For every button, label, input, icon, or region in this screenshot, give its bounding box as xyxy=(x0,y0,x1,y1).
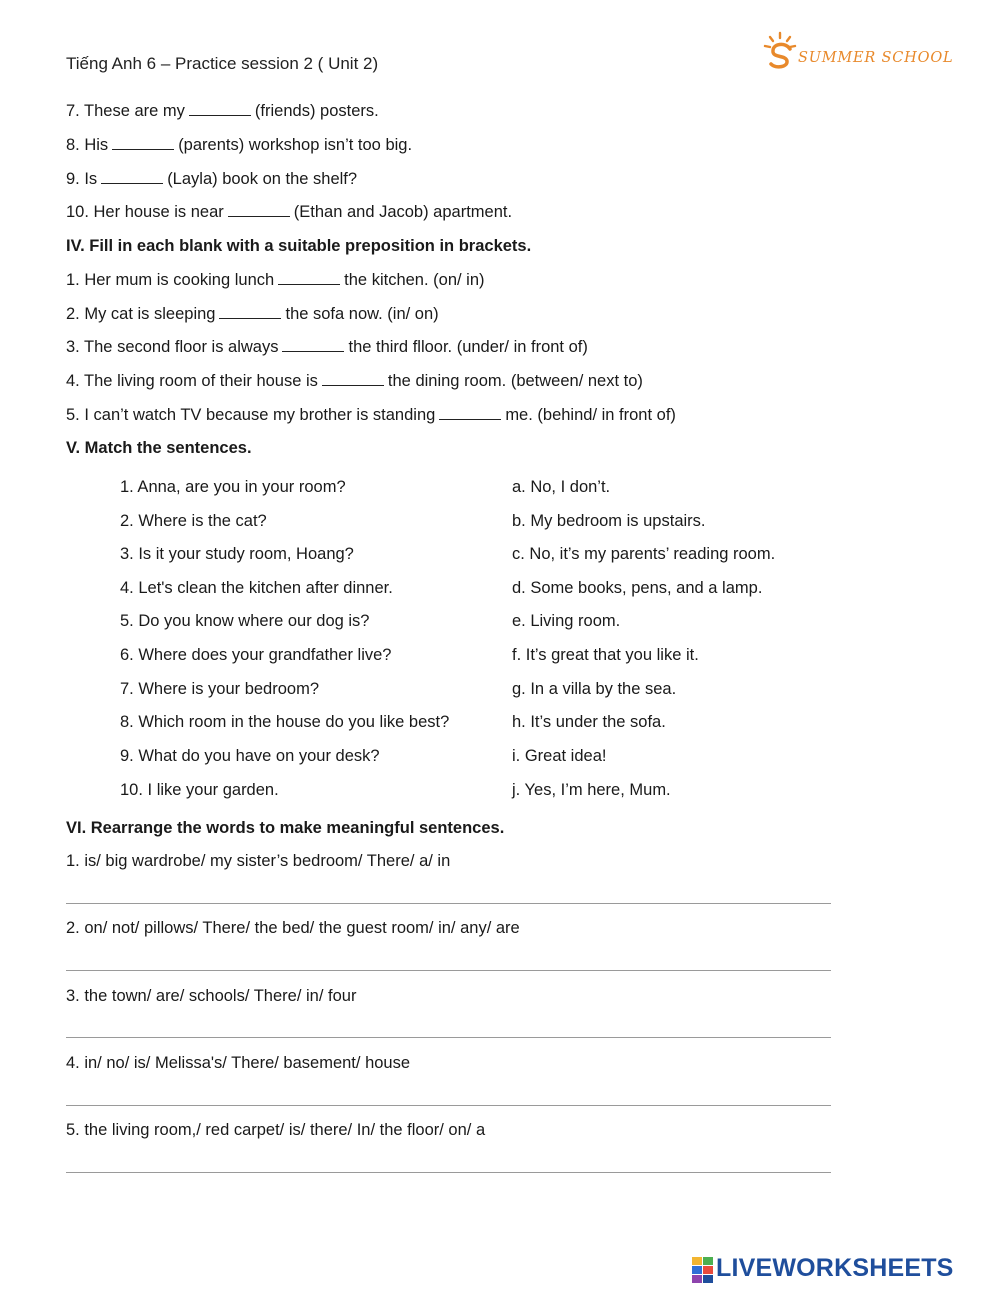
match-question[interactable]: 7. Where is your bedroom? xyxy=(120,680,320,698)
section-heading: V. Match the sentences. xyxy=(66,439,252,457)
exercise-item: 3. The second floor is always the third flloor. (under/ in front of) xyxy=(66,338,588,356)
match-answer[interactable]: c. No, it’s my parents’ reading room. xyxy=(512,545,776,563)
match-answer[interactable]: b. My bedroom is upstairs. xyxy=(512,512,706,530)
match-question[interactable]: 10. I like your garden. xyxy=(120,781,279,799)
exercise-item: 2. My cat is sleeping the sofa now. (in/ on) xyxy=(66,305,439,323)
match-answer[interactable]: e. Living room. xyxy=(512,612,621,630)
answer-blank[interactable] xyxy=(189,114,251,116)
sun-icon xyxy=(762,30,802,70)
rearrange-prompt: 5. the living room,/ red carpet/ is/ there/ In/ the floor/ on/ a xyxy=(66,1121,486,1139)
liveworksheets-brand: LIVEWORKSHEETS xyxy=(716,1254,954,1282)
rearrange-prompt: 3. the town/ are/ schools/ There/ in/ four xyxy=(66,987,357,1005)
section-heading: VI. Rearrange the words to make meaningful sentences. xyxy=(66,819,505,837)
answer-blank[interactable] xyxy=(282,350,344,352)
answer-line[interactable] xyxy=(66,1037,831,1038)
answer-line[interactable] xyxy=(66,970,831,971)
answer-blank[interactable] xyxy=(322,384,384,386)
match-question[interactable]: 6. Where does your grandfather live? xyxy=(120,646,392,664)
rearrange-prompt: 1. is/ big wardrobe/ my sister’s bedroom/ There/ a/ in xyxy=(66,852,451,870)
match-answer[interactable]: j. Yes, I’m here, Mum. xyxy=(512,781,671,799)
exercise-item: 10. Her house is near (Ethan and Jacob) apartment. xyxy=(66,203,513,221)
match-answer[interactable]: a. No, I don’t. xyxy=(512,478,611,496)
answer-blank[interactable] xyxy=(112,148,174,150)
exercise-item: 9. Is (Layla) book on the shelf? xyxy=(66,170,358,188)
logo-text: SUMMER SCHOOL xyxy=(798,50,954,66)
answer-line[interactable] xyxy=(66,903,831,904)
answer-blank[interactable] xyxy=(219,317,281,319)
answer-blank[interactable] xyxy=(228,215,290,217)
exercise-item: 7. These are my (friends) posters. xyxy=(66,102,379,120)
match-answer[interactable]: i. Great idea! xyxy=(512,747,607,765)
match-answer[interactable]: h. It’s under the sofa. xyxy=(512,713,666,731)
exercise-item: 4. The living room of their house is the dining room. (between/ next to) xyxy=(66,372,643,390)
match-question[interactable]: 9. What do you have on your desk? xyxy=(120,747,380,765)
match-question[interactable]: 2. Where is the cat? xyxy=(120,512,267,530)
match-question[interactable]: 4. Let's clean the kitchen after dinner. xyxy=(120,579,393,597)
match-answer[interactable]: f. It’s great that you like it. xyxy=(512,646,699,664)
answer-line[interactable] xyxy=(66,1172,831,1173)
summer-school-logo xyxy=(762,30,954,74)
section-heading: IV. Fill in each blank with a suitable preposition in brackets. xyxy=(66,237,532,255)
page-title: Tiếng Anh 6 – Practice session 2 ( Unit 2) xyxy=(66,54,379,73)
answer-blank[interactable] xyxy=(439,418,501,420)
answer-blank[interactable] xyxy=(101,182,163,184)
answer-line[interactable] xyxy=(66,1105,831,1106)
exercise-item: 1. Her mum is cooking lunch the kitchen. (on/ in) xyxy=(66,271,485,289)
match-question[interactable]: 1. Anna, are you in your room? xyxy=(120,478,346,496)
rearrange-prompt: 2. on/ not/ pillows/ There/ the bed/ the guest room/ in/ any/ are xyxy=(66,919,520,937)
match-answer[interactable]: d. Some books, pens, and a lamp. xyxy=(512,579,763,597)
liveworksheets-icon xyxy=(692,1257,714,1283)
exercise-item: 8. His (parents) workshop isn’t too big. xyxy=(66,136,413,154)
match-question[interactable]: 5. Do you know where our dog is? xyxy=(120,612,370,630)
answer-blank[interactable] xyxy=(278,283,340,285)
match-question[interactable]: 3. Is it your study room, Hoang? xyxy=(120,545,354,563)
exercise-item: 5. I can’t watch TV because my brother is standing me. (behind/ in front of) xyxy=(66,406,676,424)
match-answer[interactable]: g. In a villa by the sea. xyxy=(512,680,677,698)
rearrange-prompt: 4. in/ no/ is/ Melissa's/ There/ basement/ house xyxy=(66,1054,411,1072)
match-question[interactable]: 8. Which room in the house do you like best? xyxy=(120,713,450,731)
